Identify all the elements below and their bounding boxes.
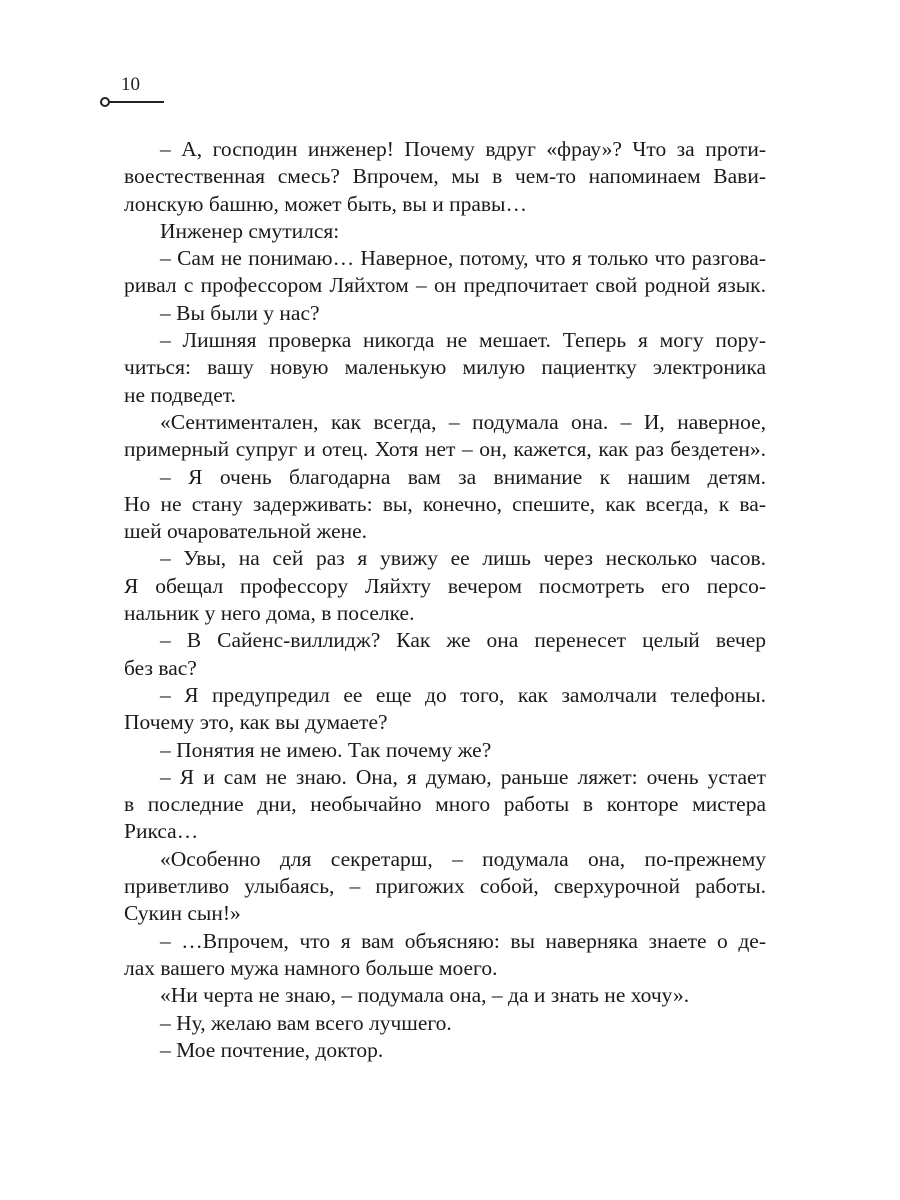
text-line: воестественная смесь? Впрочем, мы в чем-то напоминаем Вави- xyxy=(124,164,766,189)
text-line: лонскую башню, может быть, вы и правы… xyxy=(124,191,527,216)
text-line: примерный супруг и отец. Хотя нет – он, кажется, как раз бездетен». xyxy=(124,437,766,462)
text-line: – В Сайенс-виллидж? Как же она перенесет целый вечер xyxy=(160,628,766,653)
text-line: – Вы были у нас? xyxy=(160,300,320,325)
text-line: «Ни черта не знаю, – подумала она, – да и знать не хочу». xyxy=(160,983,690,1008)
text-line: – Лишняя проверка никогда не мешает. Теперь я могу пору- xyxy=(160,328,766,353)
text-line: – А, господин инженер! Почему вдруг «фрау»? Что за проти- xyxy=(160,137,766,161)
text-line: – Сам не понимаю… Наверное, потому, что я только что разгова- xyxy=(160,246,766,271)
text-line: Сукин сын!» xyxy=(124,901,241,926)
text-line: лах вашего мужа намного больше моего. xyxy=(124,955,498,980)
text-line: «Особенно для секретарш, – подумала она, по-прежнему xyxy=(160,846,766,871)
text-line: Но не стану задерживать: вы, конечно, спешите, как всегда, к ва- xyxy=(124,491,766,516)
text-line: шей очаровательной жене. xyxy=(124,519,368,544)
text-line: нальник у него дома, в поселке. xyxy=(124,601,415,626)
text-line: не подведет. xyxy=(124,382,236,407)
body-text xyxy=(124,136,766,1064)
text-line: – Ну, желаю вам всего лучшего. xyxy=(160,1010,452,1035)
page-header xyxy=(100,72,170,112)
text-line: ривал с профессором Ляйхтом – он предпочитает свой родной язык. xyxy=(124,273,766,298)
text-line: – Увы, на сей раз я увижу ее лишь через несколько часов. xyxy=(160,546,766,571)
text-line: – Я предупредил ее еще до того, как замолчали телефоны. xyxy=(160,682,766,707)
text-line: приветливо улыбаясь, – пригожих собой, сверхурочной работы. xyxy=(124,874,766,899)
text-line: без вас? xyxy=(124,655,197,680)
text-line: Я обещал профессору Ляйхту вечером посмотреть его персо- xyxy=(124,573,766,598)
text-line: читься: вашу новую маленькую милую пациентку электроника xyxy=(124,355,766,380)
text-line: Почему это, как вы думаете? xyxy=(124,710,388,735)
text-line: – Я очень благодарна вам за внимание к нашим детям. xyxy=(160,464,766,489)
text-line: – Мое почтение, доктор. xyxy=(160,1037,384,1062)
text-line: – …Впрочем, что я вам объясняю: вы наверняка знаете о де- xyxy=(160,928,766,953)
text-line: «Сентиментален, как всегда, – подумала она. – И, наверное, xyxy=(160,409,766,434)
header-rule xyxy=(108,101,164,103)
text-line: в последние дни, необычайно много работы в конторе мистера xyxy=(124,792,766,817)
text-line: Рикса… xyxy=(124,819,199,844)
text-line: Инженер смутился: xyxy=(160,218,340,243)
page-number: 10 xyxy=(121,74,140,95)
text-line: – Понятия не имею. Так почему же? xyxy=(160,737,492,762)
text-line: – Я и сам не знаю. Она, я думаю, раньше ляжет: очень устает xyxy=(160,764,766,789)
